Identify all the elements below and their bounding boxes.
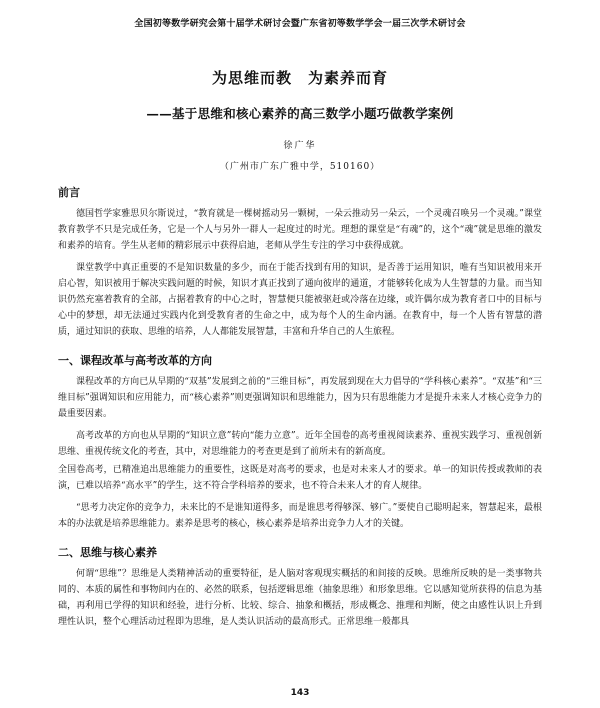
paragraph: 课程改革的方向已从早期的“双基”发展到之前的“三维目标”，再发展到现在大力倡导的“学科核心素养”。“双基”和“三维目标”强调知识和应用能力，而“核心素养”则更强调知识和思维能力，因为只有思维能力才是提升未来人才核心竞争力的最重要因素。 xyxy=(58,377,542,419)
page-number: 143 xyxy=(290,688,310,698)
section-heading-preface: 前言 xyxy=(58,186,80,199)
paragraph: 全国卷高考，已精准追出思维能力的重要性，这既是对高考的要求，也是对未来人才的要求。单一的知识传授或教师的表演，已难以培养“高水平”的学生，这不符合学科培养的要求，也不符合未来人才的育人规律。 xyxy=(58,465,542,491)
paper-subtitle: ——基于思维和核心素养的高三数学小题巧做教学案例 xyxy=(146,106,454,121)
running-header: 全国初等数学研究会第十届学术研讨会暨广东省初等数学学会一届三次学术研讨会 xyxy=(134,19,466,29)
paper-title: 为思维而教 为素养而育 xyxy=(211,69,388,87)
paragraph: 何谓“思维”？思维是人类精神活动的重要特征，是人脑对客观现实概括的和间接的反映。思维所反映的是一类事物共同的、本质的属性和事物间内在的、必然的联系，包括逻辑思维（抽象思维）和形象思维。它以感知觉所获得的信息为基础，再利用已学得的知识和经验，进行分析、比较、综合、抽象和概括，形成概念、推理和判断，使之由感性认识上升到理性认识，整个心理活动过程即为思维，是人类认识活动的最高形式。正常思维一般都具 xyxy=(58,569,542,627)
author-affiliation: （广州市广东广雅中学，510160） xyxy=(219,162,381,172)
paragraph: 课堂教学中真正重要的不是知识数量的多少，而在于能否找到有用的知识，是否善于运用知识，唯有当知识被用来开启心智，知识被用于解决实践问题的时候，知识才真正找到了通向彼岸的通道，才能够转化成为人生智慧的力量。而当知识仍然充塞着教育的全部，占据着教育的中心之时，智慧便只能被驱赶或冷落在边缘，或许偶尔成为教育者口中的目标与心中的梦想，却无法通过实践内化到受教育者的生命之中，成为每个人的生命内涵。在教育中，每一个人皆有智慧的潜质，通过知识的获取、思维的培养，人人都能发展智慧，丰富和升华自己的人生旅程。 xyxy=(58,263,542,337)
author-name: 徐广华 xyxy=(283,141,317,151)
section-heading-1: 一、课程改革与高考改革的方向 xyxy=(58,354,212,367)
section-heading-2: 二、思维与核心素养 xyxy=(58,546,157,559)
paragraph: 高考改革的方向也从早期的“知识立意”转向“能力立意”。近年全国卷的高考重视阅读素养、重视实践学习、重视创新思维、重视传统文化的考查，其中，对思维能力的考查更是到了前所未有的新高度。 xyxy=(58,431,542,457)
paragraph: “思考力决定你的竞争力，未来比的不是谁知道得多，而是谁思考得够深、够广。”要使自己聪明起来，智慧起来，最根本的办法就是培养思维能力。素养是思考的核心，核心素养是培养出竞争力人才的关键。 xyxy=(58,503,542,529)
paragraph: 德国哲学家雅思贝尔斯说过，“教育就是一棵树摇动另一颗树，一朵云推动另一朵云，一个灵魂召唤另一个灵魂。”课堂教育教学不只是完成任务，它是一个人与另外一群人一起度过的时光。理想的课堂是“有魂”的，这个“魂”就是思维的激发和素养的培育。学生从老师的精彩展示中获得启迪，老师从学生专注的学习中获得成就。 xyxy=(58,209,542,251)
